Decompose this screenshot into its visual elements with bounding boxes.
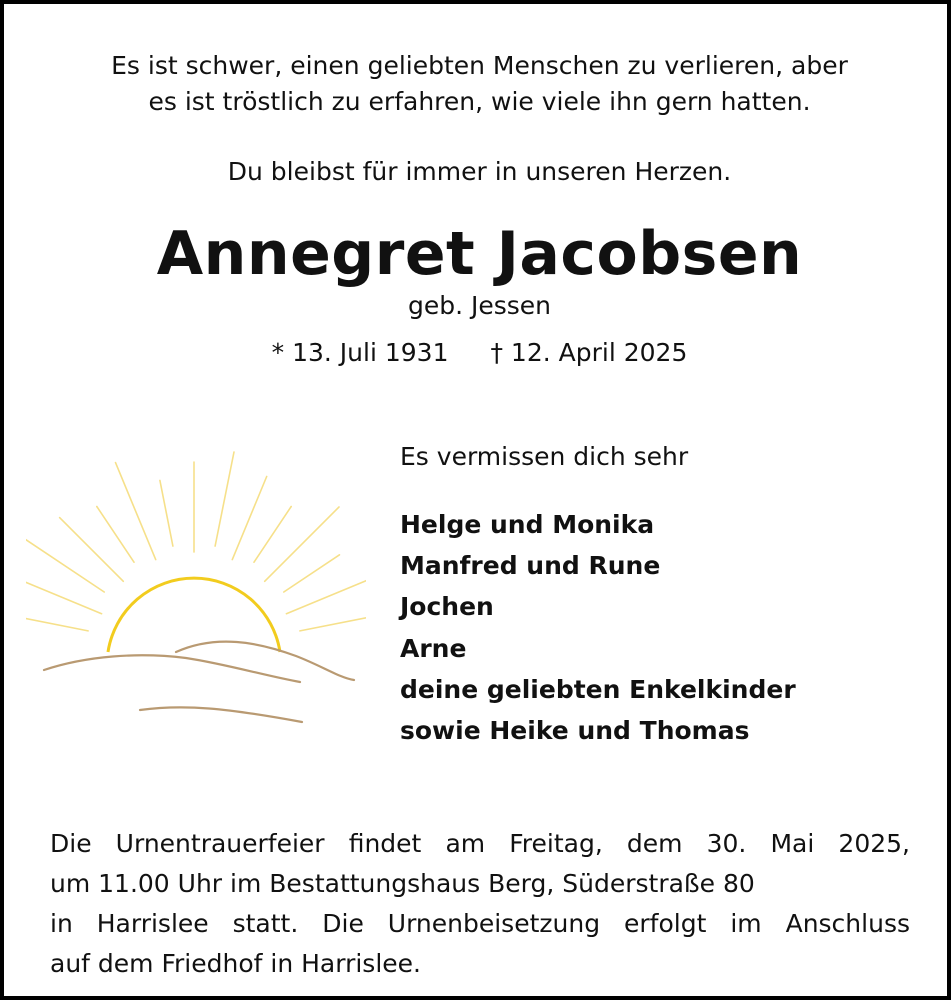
notice-line-1: Die Urnentrauerfeier findet am Freitag, dem 30. Mai 2025, bbox=[50, 829, 910, 858]
mourners-intro: Es vermissen dich sehr bbox=[400, 442, 689, 471]
sun-ray bbox=[286, 579, 366, 613]
sun-ray bbox=[300, 612, 366, 631]
intro-line-2: es ist tröstlich zu erfahren, wie viele ihn gern hatten. bbox=[148, 87, 811, 116]
mourner-item: Jochen bbox=[400, 592, 494, 622]
sun-ray bbox=[26, 538, 104, 592]
mourner-item: Helge und Monika bbox=[400, 510, 655, 539]
mourners-list bbox=[400, 504, 796, 751]
mourner-item: Arne bbox=[400, 633, 467, 663]
life-dates bbox=[4, 335, 951, 371]
sun-ray bbox=[284, 555, 340, 592]
sun-ray bbox=[97, 507, 134, 563]
death-date: † 12. April 2025 bbox=[490, 338, 688, 367]
sun-ray bbox=[26, 579, 102, 613]
birth-date: * 13. Juli 1931 bbox=[271, 338, 449, 367]
mourner-item: Manfred und Rune bbox=[400, 551, 661, 581]
funeral-notice bbox=[50, 824, 910, 984]
sun-ray bbox=[215, 452, 234, 546]
birth-name: geb. Jessen bbox=[407, 291, 552, 320]
deceased-name: Annegret Jacobsen bbox=[156, 219, 803, 289]
intro-line-1: Es ist schwer, einen geliebten Menschen zu verlieren, aber bbox=[111, 51, 848, 80]
sun-ray bbox=[60, 518, 124, 582]
sun-ray bbox=[116, 463, 156, 560]
mourner-item: deine geliebten Enkelkinder bbox=[400, 674, 796, 704]
sun-ray bbox=[254, 507, 291, 563]
sunrise-over-hills-icon bbox=[26, 444, 366, 734]
notice-line-2: um 11.00 Uhr im Bestattungshaus Berg, Süderstraße 80 bbox=[50, 869, 755, 898]
motto: Du bleibst für immer in unseren Herzen. bbox=[227, 157, 732, 186]
sun-ray bbox=[160, 480, 173, 546]
notice-line-4: auf dem Friedhof in Harrislee. bbox=[50, 949, 421, 978]
notice-line-3: in Harrislee statt. Die Urnenbeisetzung erfolgt im Anschluss bbox=[50, 909, 910, 938]
sun-ray bbox=[232, 477, 266, 560]
mourner-item: sowie Heike und Thomas bbox=[400, 716, 750, 746]
sun-ray bbox=[26, 618, 88, 631]
intro-verse bbox=[4, 48, 951, 120]
sun-ray bbox=[265, 507, 339, 581]
